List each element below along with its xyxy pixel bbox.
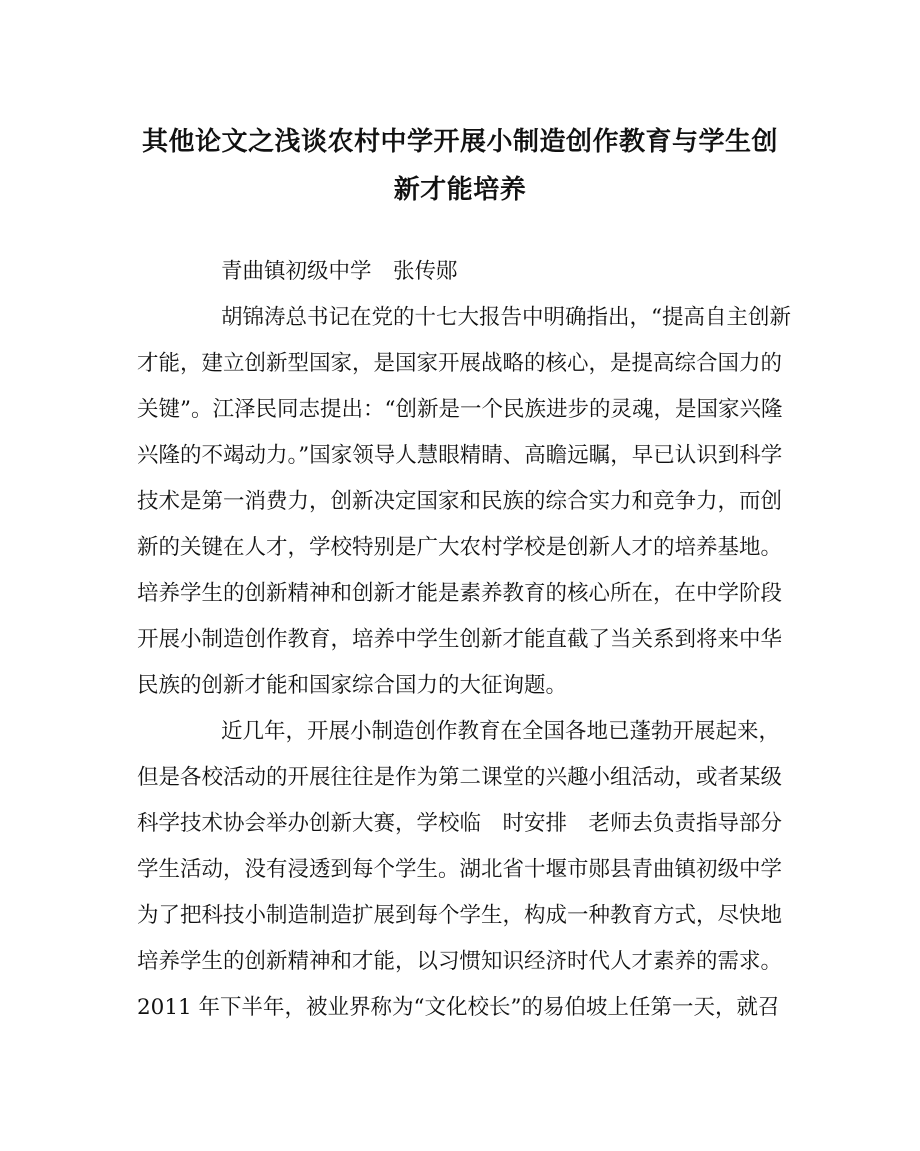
paragraph-line: 关键”。江泽民同志提出：“创新是一个民族进步的灵魂，是国家兴隆 [137, 397, 783, 422]
paragraph-line: 培养学生的创新精神和才能，以习惯知识经济时代人才素养的需求。 [137, 949, 783, 974]
paragraph-line: 技术是第一消费力，创新决定国家和民族的综合实力和竞争力，而创 [137, 489, 783, 514]
paragraph-line: 民族的创新才能和国家综合国力的大征询题。 [137, 673, 568, 698]
author-line: 青曲镇初级中学 张传郧 [221, 259, 458, 284]
document-title [120, 118, 800, 214]
paragraph-line: 但是各校活动的开展往往是作为第二课堂的兴趣小组活动，或者某级 [137, 765, 783, 790]
title-line-1: 其他论文之浅谈农村中学开展小制造创作教育与学生创 [141, 127, 778, 157]
paragraph-line: 科学技术协会举办创新大赛，学校临 时安排 老师去负责指导部分 [137, 811, 783, 836]
paragraph-line: 新的关键在人才，学校特别是广大农村学校是创新人才的培养基地。 [137, 535, 783, 560]
paragraph-line: 为了把科技小制造制造扩展到每个学生，构成一种教育方式，尽快地 [137, 903, 783, 928]
title-line-2: 新才能培养 [393, 175, 527, 205]
paragraph-line: 学生活动，没有浸透到每个学生。湖北省十堰市郧县青曲镇初级中学 [137, 857, 783, 882]
paragraph-line: 才能，建立创新型国家，是国家开展战略的核心，是提高综合国力的 [137, 351, 783, 376]
paragraph-line: 培养学生的创新精神和创新才能是素养教育的核心所在，在中学阶段 [137, 581, 783, 606]
paragraph-line: 胡锦涛总书记在党的十七大报告中明确指出，“提高自主创新 [221, 305, 791, 330]
paragraph-line: 近几年，开展小制造创作教育在全国各地已蓬勃开展起来， [221, 719, 781, 744]
paragraph-line: 2011 年下半年，被业界称为“文化校长”的易伯坡上任第一天，就召 [137, 995, 780, 1020]
paragraph-line: 开展小制造创作教育，培养中学生创新才能直截了当关系到将来中华 [137, 627, 783, 652]
paragraph-line: 兴隆的不竭动力。”国家领导人慧眼精睛、高瞻远瞩，早已认识到科学 [137, 443, 783, 468]
